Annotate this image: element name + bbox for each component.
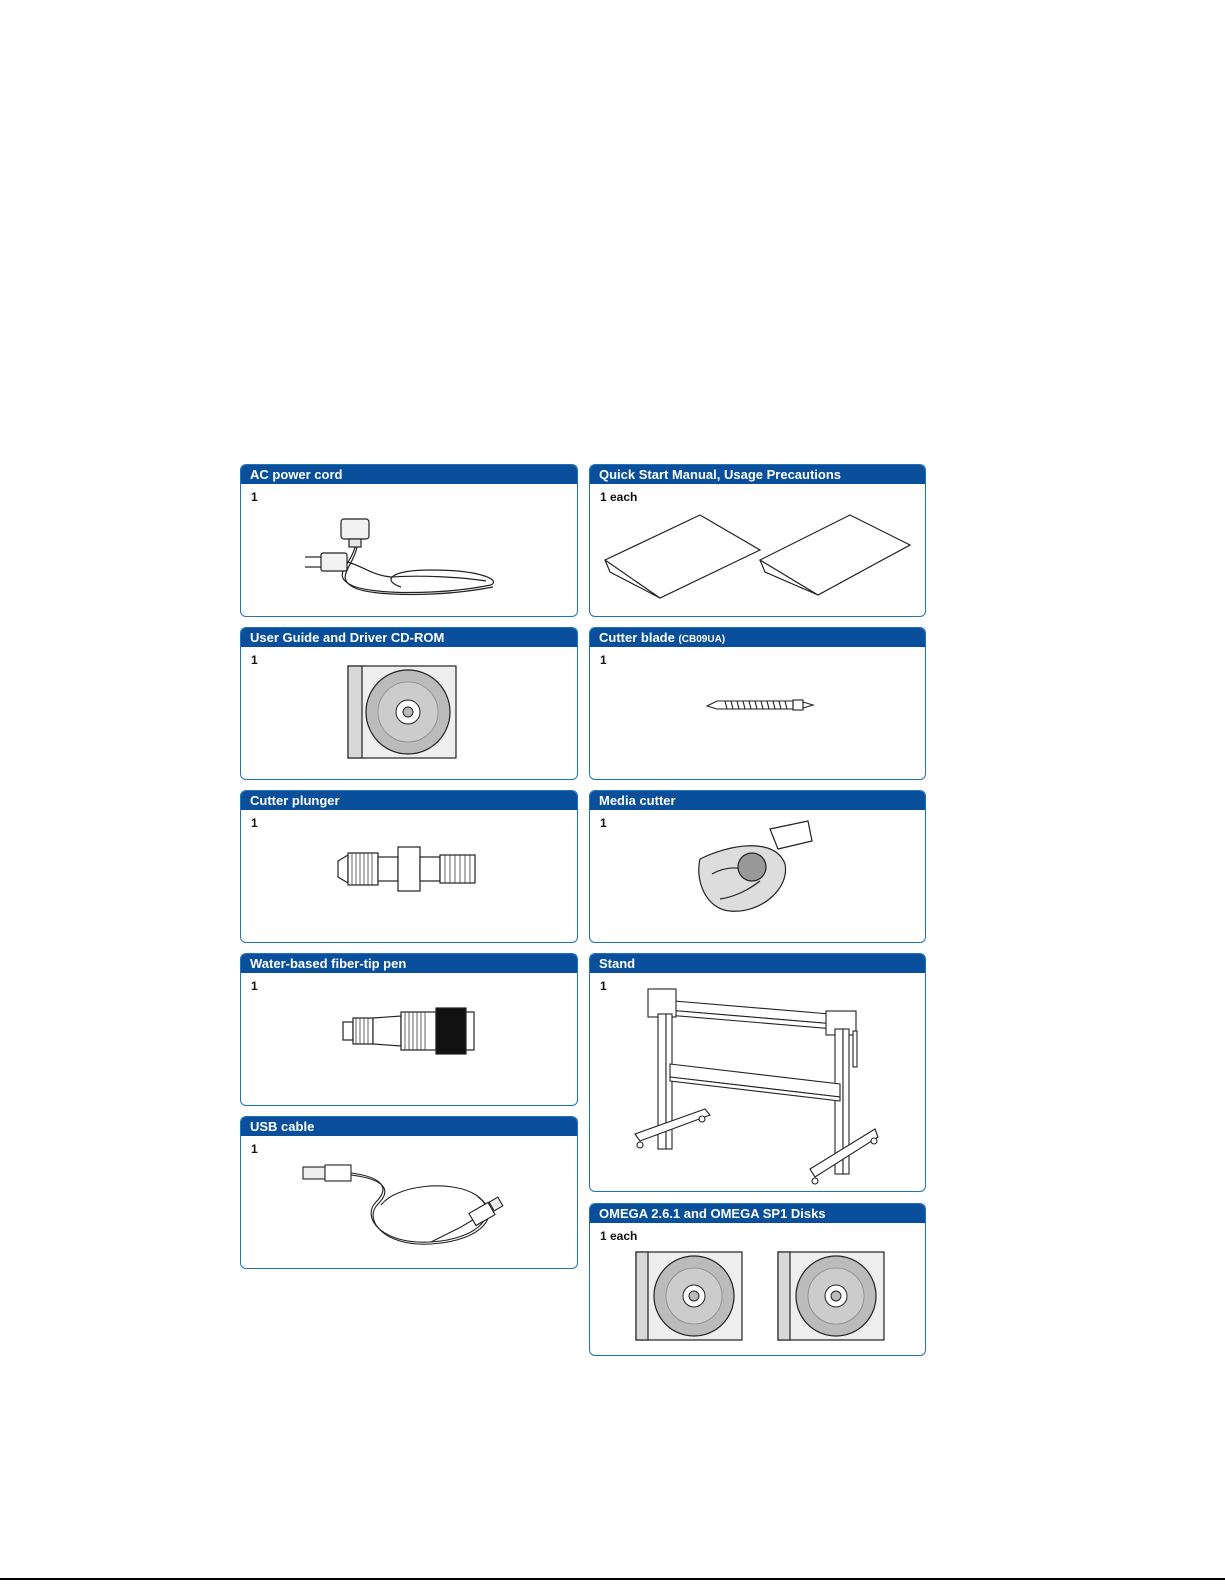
item-quantity: 1 bbox=[600, 816, 607, 830]
item-title: User Guide and Driver CD-ROM bbox=[241, 628, 577, 647]
item-card-omega-disks bbox=[589, 1203, 926, 1356]
item-title: Media cutter bbox=[590, 791, 925, 810]
item-title: USB cable bbox=[241, 1117, 577, 1136]
item-title: AC power cord bbox=[241, 465, 577, 484]
item-title-row bbox=[590, 628, 925, 647]
page-bottom-rule bbox=[0, 1578, 1225, 1580]
item-quantity: 1 bbox=[600, 979, 607, 993]
item-title: Quick Start Manual, Usage Precautions bbox=[590, 465, 925, 484]
cutter-plunger-illustration bbox=[333, 839, 483, 899]
media-cutter-illustration bbox=[690, 819, 820, 924]
omega-disk-2-icon bbox=[776, 1250, 888, 1344]
item-card-user-guide-cd bbox=[240, 627, 578, 780]
item-card-fiber-tip-pen bbox=[240, 953, 578, 1106]
item-card-cutter-plunger bbox=[240, 790, 578, 943]
item-model-code: (CB09UA) bbox=[678, 634, 726, 645]
item-title: Cutter plunger bbox=[241, 791, 577, 810]
cd-case-icon bbox=[346, 664, 461, 764]
item-title: Cutter blade bbox=[599, 630, 679, 645]
pen-illustration bbox=[341, 1004, 481, 1059]
usb-cable-illustration bbox=[301, 1157, 521, 1257]
item-title: Stand bbox=[590, 954, 925, 973]
item-quantity: 1 bbox=[251, 1142, 258, 1156]
power-cord-illustration bbox=[291, 515, 521, 605]
item-card-ac-power-cord bbox=[240, 464, 578, 617]
item-quantity: 1 bbox=[251, 653, 258, 667]
item-title: OMEGA 2.6.1 and OMEGA SP1 Disks bbox=[590, 1204, 925, 1223]
item-quantity: 1 each bbox=[600, 490, 638, 504]
item-card-quick-start-manual bbox=[589, 464, 926, 617]
item-card-usb-cable bbox=[240, 1116, 578, 1269]
item-card-media-cutter bbox=[589, 790, 926, 943]
item-quantity: 1 bbox=[251, 979, 258, 993]
item-quantity: 1 bbox=[251, 490, 258, 504]
omega-disk-1-icon bbox=[634, 1250, 746, 1344]
cutter-blade-illustration bbox=[705, 694, 815, 714]
item-card-stand bbox=[589, 953, 926, 1192]
item-quantity: 1 each bbox=[600, 1229, 638, 1243]
item-quantity: 1 bbox=[251, 816, 258, 830]
stand-illustration bbox=[630, 979, 880, 1189]
item-quantity: 1 bbox=[600, 653, 607, 667]
manuals-illustration bbox=[600, 510, 915, 605]
item-title: Water-based fiber-tip pen bbox=[241, 954, 577, 973]
item-card-cutter-blade bbox=[589, 627, 926, 780]
